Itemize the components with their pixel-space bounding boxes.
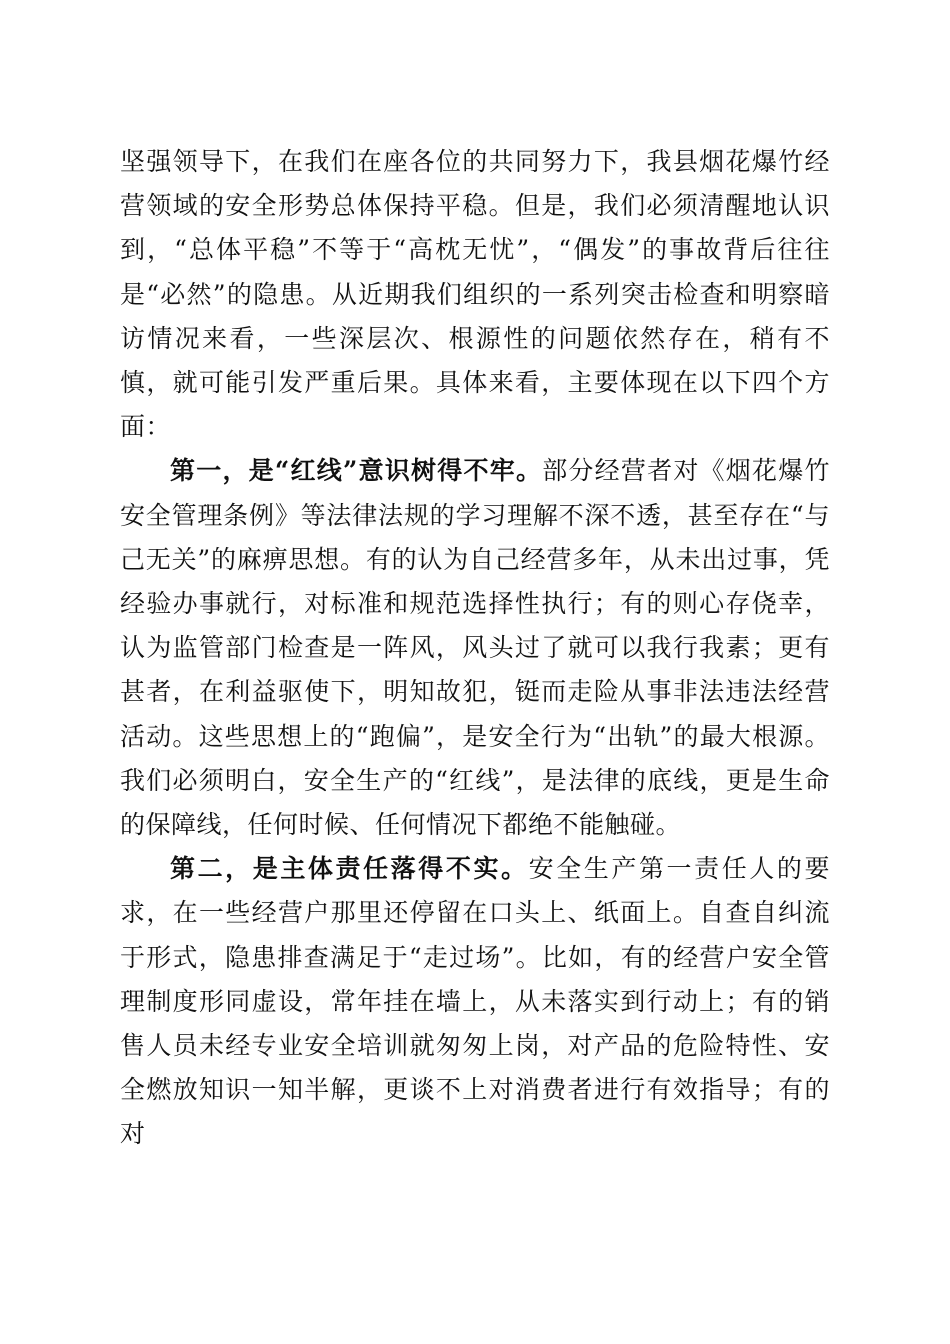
paragraph-text: 坚强领导下，在我们在座各位的共同努力下，我县烟花爆竹经营领域的安全形势总体保持平稳。但是，我们必须清醒地认识到，“总体平稳”不等于“高枕无忧”，“偶发”的事故背后往往是“必然”的隐患。从近期我们组织的一系列突击检查和明察暗访情况来看，一些深层次、根源性的问题依然存在，稍有不慎，就可能引发严重后果。具体来看，主要体现在以下四个方面： xyxy=(120,147,830,442)
paragraph-text: 安全生产第一责任人的要求，在一些经营户那里还停留在口头上、纸面上。自查自纠流于形式，隐患排查满足于“走过场”。比如，有的经营户安全管理制度形同虚设，常年挂在墙上，从未落实到行动上；有的销售人员未经专业安全培训就匆匆上岗，对产品的危险特性、安全燃放知识一知半解，更谈不上对消费者进行有效指导；有的对 xyxy=(120,854,830,1149)
paragraph-point-one xyxy=(120,449,830,847)
body-text xyxy=(120,140,830,1157)
paragraph-text: 部分经营者对《烟花爆竹安全管理条例》等法律法规的学习理解不深不透，甚至存在“与己无关”的麻痹思想。有的认为自己经营多年，从未出过事，凭经验办事就行，对标准和规范选择性执行；有的则心存侥幸，认为监管部门检查是一阵风，风头过了就可以我行我素；更有甚者，在利益驱使下，明知故犯，铤而走险从事非法违法经营活动。这些思想上的“跑偏”，是安全行为“出轨”的最大根源。我们必须明白，安全生产的“红线”，是法律的底线，更是生命的保障线，任何时候、任何情况下都绝不能触碰。 xyxy=(120,456,830,840)
paragraph-heading: 第二，是主体责任落得不实。 xyxy=(170,854,529,884)
paragraph-continuation xyxy=(120,140,830,449)
paragraph-heading: 第一，是“红线”意识树得不牢。 xyxy=(170,456,543,486)
paragraph-point-two xyxy=(120,847,830,1156)
